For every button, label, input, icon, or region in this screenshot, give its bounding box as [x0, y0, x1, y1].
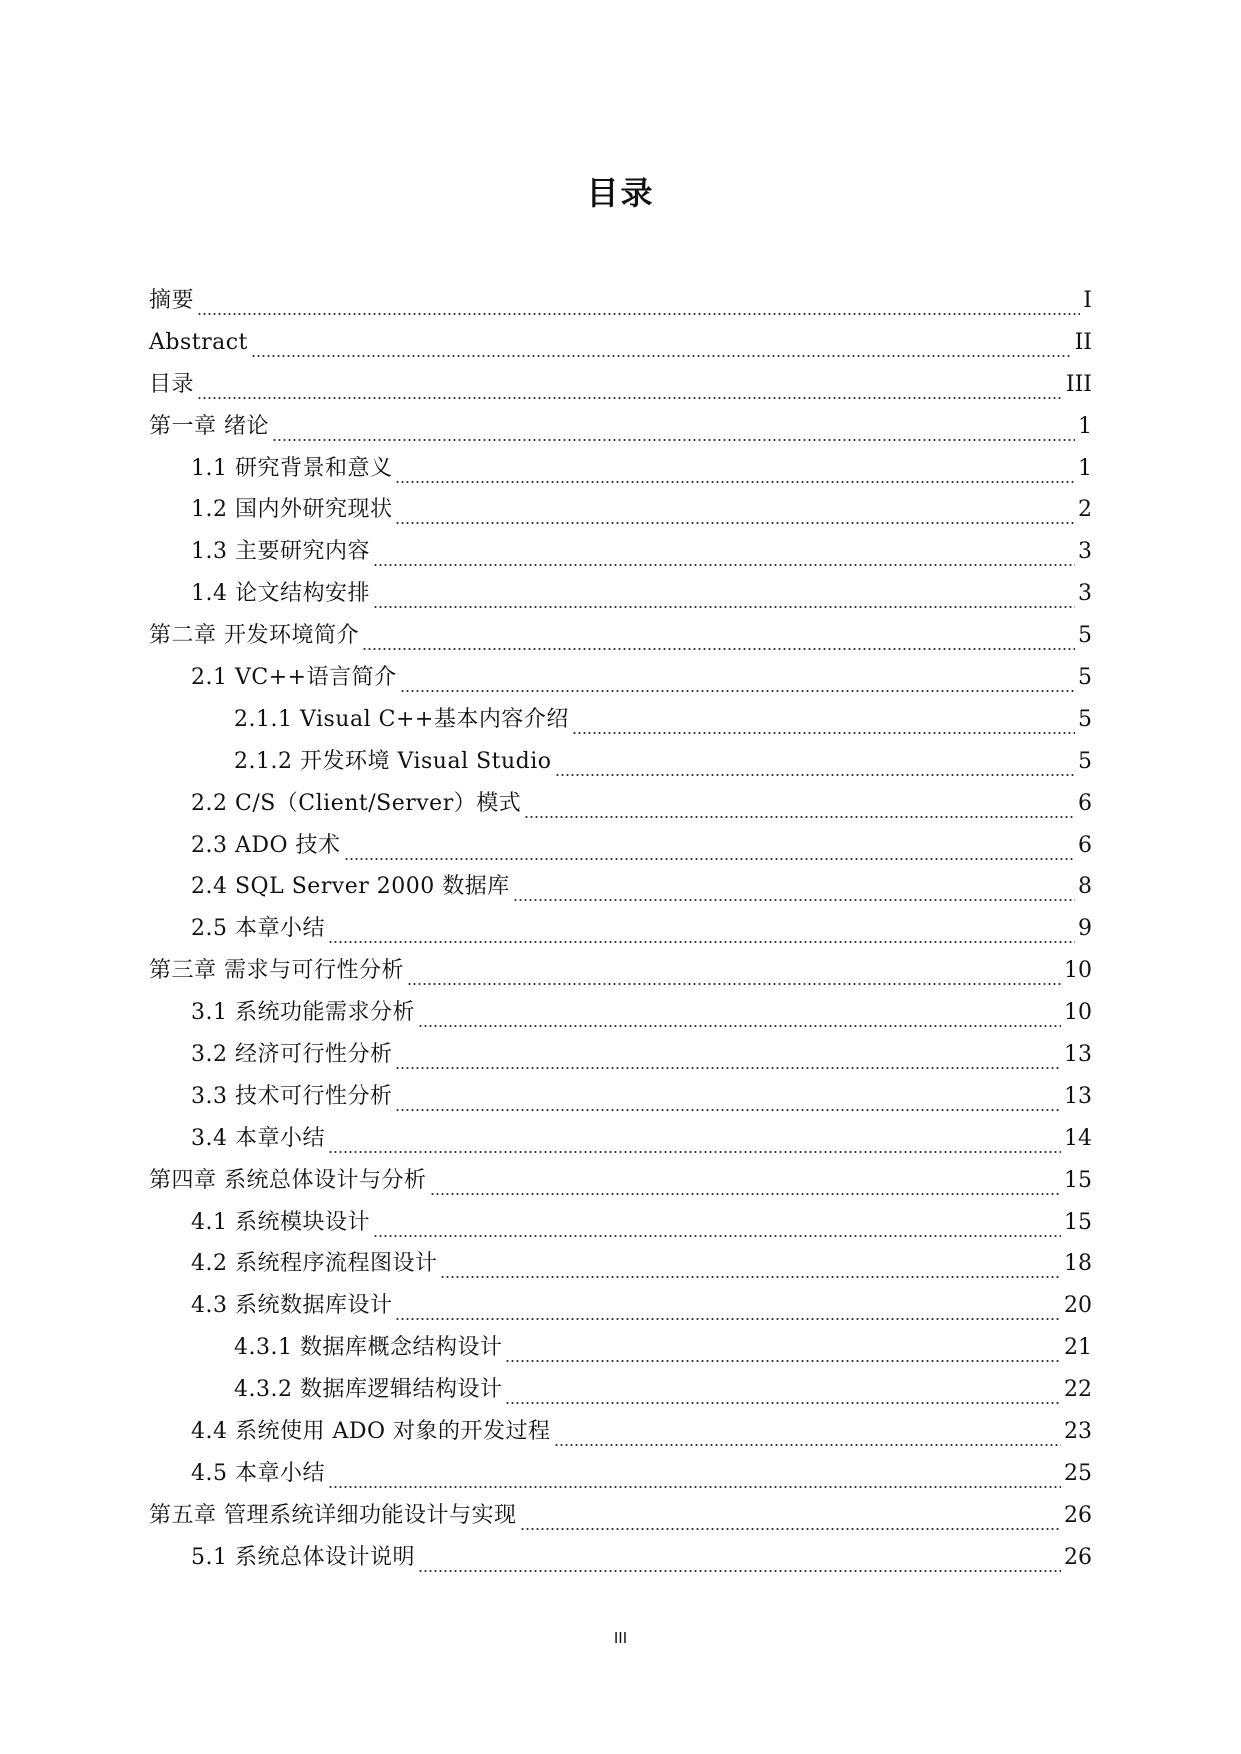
toc-page-number: 13 [1064, 1042, 1092, 1068]
toc-page-number: 6 [1078, 832, 1092, 858]
toc-entry-label: 2.5 本章小结 [191, 916, 325, 942]
toc-page-number: 9 [1078, 916, 1092, 942]
toc-entry[interactable] [149, 573, 1092, 615]
toc-entry-label: 5.1 系统总体设计说明 [191, 1544, 415, 1570]
toc-entry[interactable] [149, 1537, 1092, 1579]
footer-page-number: III [613, 1629, 628, 1647]
toc-entry-label: 4.3 系统数据库设计 [191, 1293, 393, 1319]
toc-entry[interactable] [149, 1076, 1092, 1118]
toc-entry[interactable] [149, 950, 1092, 992]
toc-entry-label: 4.3.2 数据库逻辑结构设计 [234, 1377, 503, 1403]
dot-leader [440, 1259, 1061, 1279]
toc-page-number: 15 [1064, 1209, 1092, 1235]
dot-leader [395, 1301, 1061, 1321]
toc-entry[interactable] [149, 1411, 1092, 1453]
toc-page-number: 8 [1078, 874, 1092, 900]
toc-page-number: 6 [1078, 790, 1092, 816]
toc-entry-label: 第一章 绪论 [149, 413, 269, 439]
dot-leader [272, 422, 1075, 442]
dot-leader [395, 1050, 1061, 1070]
dot-leader [505, 1385, 1061, 1405]
toc-entry[interactable] [149, 1495, 1092, 1537]
toc-page-number: 13 [1064, 1083, 1092, 1109]
toc-entry-label: 1.3 主要研究内容 [191, 539, 370, 565]
dot-leader [513, 882, 1075, 902]
toc-entry[interactable] [149, 364, 1092, 406]
dot-leader [251, 338, 1072, 358]
toc-entry[interactable] [149, 322, 1092, 364]
dot-leader [418, 1553, 1061, 1573]
toc-entry[interactable] [149, 1202, 1092, 1244]
toc-entry-label: 2.4 SQL Server 2000 数据库 [191, 874, 510, 900]
toc-entry-label: 1.1 研究背景和意义 [191, 455, 393, 481]
toc-entry-label: 2.1 VC++语言简介 [191, 665, 397, 691]
toc-entry-label: 3.3 技术可行性分析 [191, 1083, 393, 1109]
toc-page-number: I [1083, 288, 1092, 313]
toc-page-number: 3 [1078, 581, 1092, 607]
toc-entry-label: 摘要 [149, 288, 195, 313]
dot-leader [400, 673, 1075, 693]
toc-entry[interactable] [149, 783, 1092, 825]
dot-leader [328, 924, 1075, 944]
toc-page-number: 5 [1078, 748, 1092, 774]
toc-entry[interactable] [149, 1453, 1092, 1495]
toc-page-number: 10 [1064, 1000, 1092, 1026]
toc-entry[interactable] [149, 866, 1092, 908]
toc-entry-label: 第二章 开发环境简介 [149, 623, 359, 649]
dot-leader [373, 547, 1075, 567]
toc-entry-label: 1.4 论文结构安排 [191, 581, 370, 607]
toc-page-number: 21 [1064, 1335, 1092, 1361]
toc-entry[interactable] [149, 448, 1092, 490]
toc-page-number: 22 [1064, 1377, 1092, 1403]
dot-leader [373, 1218, 1061, 1238]
dot-leader [418, 1008, 1061, 1028]
toc-entry-label: 第三章 需求与可行性分析 [149, 958, 404, 984]
dot-leader [362, 631, 1075, 651]
dot-leader [197, 296, 1080, 316]
toc-page-number: 1 [1078, 413, 1092, 439]
toc-entry[interactable] [149, 657, 1092, 699]
toc-entry-label: Abstract [149, 329, 248, 355]
toc-page-number: 20 [1064, 1293, 1092, 1319]
toc-page-number: 3 [1078, 539, 1092, 565]
toc-entry-label: 4.2 系统程序流程图设计 [191, 1251, 438, 1277]
toc-page-number: II [1074, 329, 1092, 355]
toc-entry-label: 4.3.1 数据库概念结构设计 [234, 1335, 503, 1361]
table-of-contents [149, 280, 1092, 1579]
toc-entry[interactable] [149, 1160, 1092, 1202]
toc-page-number: 14 [1064, 1125, 1092, 1151]
dot-leader [395, 464, 1075, 484]
toc-entry-label: 第四章 系统总体设计与分析 [149, 1167, 427, 1193]
toc-page-number: 23 [1064, 1419, 1092, 1445]
toc-entry-label: 4.5 本章小结 [191, 1460, 325, 1486]
dot-leader [395, 1092, 1061, 1112]
toc-entry-label: 1.2 国内外研究现状 [191, 497, 393, 523]
toc-entry-label: 目录 [149, 371, 195, 397]
toc-entry[interactable] [149, 1369, 1092, 1411]
dot-leader [344, 841, 1075, 861]
toc-entry-label: 3.2 经济可行性分析 [191, 1042, 393, 1068]
dot-leader [520, 1511, 1062, 1531]
dot-leader [572, 715, 1075, 735]
toc-entry-label: 2.1.2 开发环境 Visual Studio [234, 748, 552, 774]
dot-leader [197, 380, 1063, 400]
dot-leader [407, 966, 1061, 986]
toc-entry-label: 2.1.1 Visual C++基本内容介绍 [234, 706, 569, 732]
dot-leader [328, 1134, 1061, 1154]
toc-entry-label: 4.1 系统模块设计 [191, 1209, 370, 1235]
toc-page-number: 5 [1078, 623, 1092, 649]
toc-entry-label: 3.1 系统功能需求分析 [191, 1000, 415, 1026]
toc-page-number: 5 [1078, 706, 1092, 732]
toc-entry[interactable] [149, 1243, 1092, 1285]
toc-entry-label: 3.4 本章小结 [191, 1125, 325, 1151]
toc-entry[interactable] [149, 406, 1092, 448]
dot-leader [555, 757, 1075, 777]
toc-entry-label: 2.2 C/S（Client/Server）模式 [191, 790, 522, 816]
toc-entry[interactable] [149, 908, 1092, 950]
toc-entry[interactable] [149, 1285, 1092, 1327]
toc-page-number: 18 [1064, 1251, 1092, 1277]
toc-entry[interactable] [149, 489, 1092, 531]
toc-page-number: 10 [1064, 958, 1092, 984]
toc-entry[interactable] [149, 1327, 1092, 1369]
dot-leader [524, 799, 1075, 819]
toc-page-number: 5 [1078, 665, 1092, 691]
toc-entry[interactable] [149, 825, 1092, 867]
dot-leader [554, 1427, 1061, 1447]
toc-entry[interactable] [149, 1034, 1092, 1076]
dot-leader [395, 505, 1075, 525]
toc-page-number: 1 [1078, 455, 1092, 481]
toc-entry-label: 2.3 ADO 技术 [191, 832, 341, 858]
toc-page-number: 2 [1078, 497, 1092, 523]
toc-entry[interactable] [149, 615, 1092, 657]
toc-entry[interactable] [149, 992, 1092, 1034]
toc-entry-label: 4.4 系统使用 ADO 对象的开发过程 [191, 1419, 551, 1445]
toc-entry[interactable] [149, 699, 1092, 741]
toc-entry[interactable] [149, 280, 1092, 322]
toc-entry[interactable] [149, 741, 1092, 783]
toc-page-number: 26 [1064, 1502, 1092, 1528]
dot-leader [373, 589, 1075, 609]
toc-page-number: 26 [1064, 1544, 1092, 1570]
toc-entry[interactable] [149, 1118, 1092, 1160]
toc-entry-label: 第五章 管理系统详细功能设计与实现 [149, 1502, 517, 1528]
toc-page-number: III [1065, 371, 1092, 397]
dot-leader [505, 1343, 1061, 1363]
page-title: 目录 [586, 174, 655, 213]
dot-leader [430, 1176, 1062, 1196]
toc-page-number: 15 [1064, 1167, 1092, 1193]
dot-leader [328, 1469, 1061, 1489]
toc-page-number: 25 [1064, 1460, 1092, 1486]
toc-entry[interactable] [149, 531, 1092, 573]
